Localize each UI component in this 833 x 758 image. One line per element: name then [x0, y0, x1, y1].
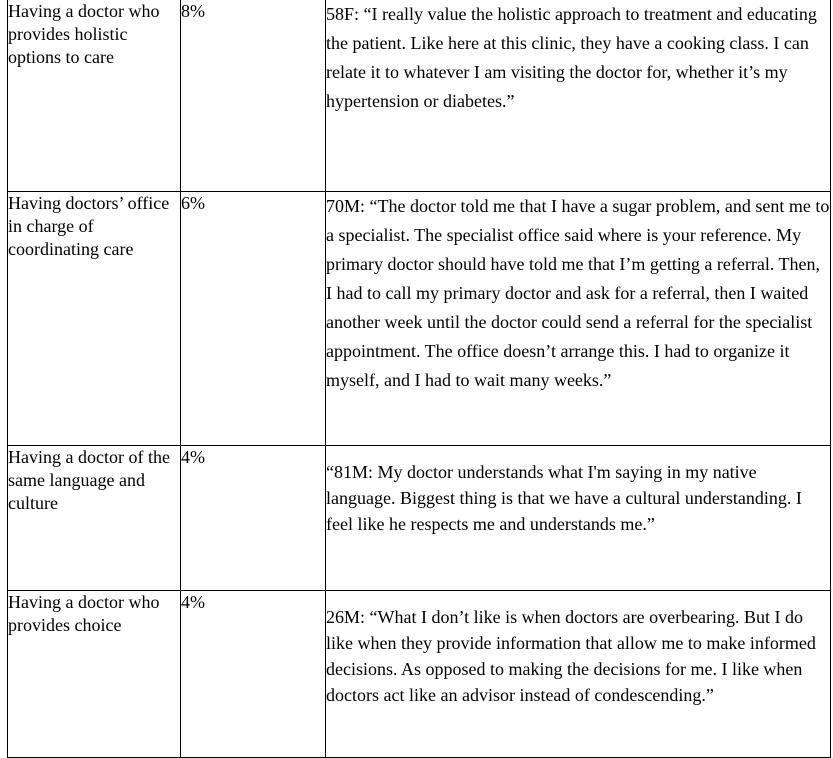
- quote-cell: 70M: “The doctor told me that I have a sugar problem, and sent me to a specialist. The specialist office said where is your reference. My primary doctor should have told me that I’m getting a referral. Then, I had to call my primary doctor and ask for a referral, then I waited another week until the doctor could send a referral for the specialist appointment. The office doesn’t arrange this. I had to organize it myself, and I had to wait many weeks.”: [326, 192, 831, 446]
- factor-cell: Having doctors’ office in charge of coordinating care: [8, 192, 181, 446]
- percent-cell: 4%: [181, 591, 326, 758]
- table-row: [8, 591, 831, 758]
- quote-cell: 26M: “What I don’t like is when doctors are overbearing. But I do like when they provide information that allow me to make informed decisions. As opposed to making the decisions for me. I like when doctors act like an advisor instead of condescending.”: [326, 591, 831, 758]
- percent-cell: 8%: [181, 0, 326, 192]
- table-row: [8, 0, 831, 192]
- quote-cell: 58F: “I really value the holistic approach to treatment and educating the patient. Like here at this clinic, they have a cooking class. I can relate it to whatever I am visiting the doctor for, whether it’s my hypertension or diabetes.”: [326, 0, 831, 192]
- factor-cell: Having a doctor who provides choice: [8, 591, 181, 758]
- table-row: [8, 446, 831, 591]
- table-row: [8, 192, 831, 446]
- percent-cell: 4%: [181, 446, 326, 591]
- findings-table: [7, 0, 831, 758]
- factor-cell: Having a doctor of the same language and culture: [8, 446, 181, 591]
- percent-cell: 6%: [181, 192, 326, 446]
- factor-cell: Having a doctor who provides holistic options to care: [8, 0, 181, 192]
- quote-cell: “81M: My doctor understands what I'm saying in my native language. Biggest thing is that we have a cultural understanding. I feel like he respects me and understands me.”: [326, 446, 831, 591]
